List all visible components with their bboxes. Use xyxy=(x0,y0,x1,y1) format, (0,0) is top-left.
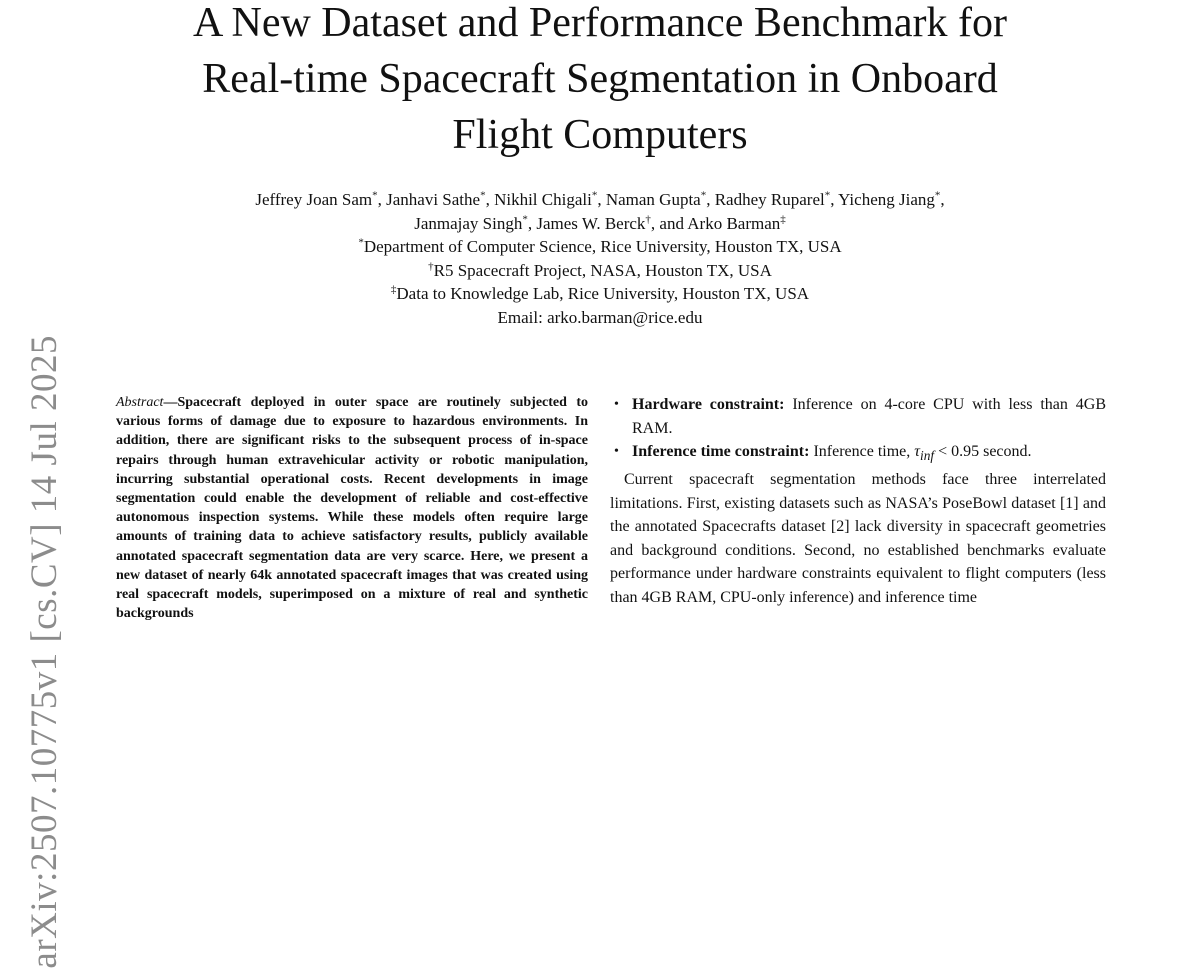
arxiv-stamp-text: arXiv:2507.10775v1 [cs.CV] 14 Jul 2025 xyxy=(24,335,65,969)
author-name: Arko Barman xyxy=(687,213,781,233)
author-name: Radhey Ruparel xyxy=(714,190,825,209)
author-name: Janmajay Singh xyxy=(414,213,523,233)
author-name: Nikhil Chigali xyxy=(494,190,592,209)
affiliation-text: Data to Knowledge Lab, Rice University, Houston TX, USA xyxy=(396,284,810,303)
affiliation-mark: ‡ xyxy=(780,212,786,225)
affiliation-mark: * xyxy=(824,189,831,202)
title-line-3: Flight Computers xyxy=(452,112,748,158)
list-item xyxy=(614,393,1107,440)
affiliation-mark: * xyxy=(480,189,486,202)
author-list-line-2 xyxy=(0,212,1200,236)
constraint-text-rest: < 0.95 second. xyxy=(934,443,1032,461)
affiliation-mark: * xyxy=(700,189,707,202)
constraint-label: Inference time constraint: xyxy=(632,443,810,461)
separator: , xyxy=(377,190,387,209)
bullet-icon: • xyxy=(614,397,619,412)
separator: , xyxy=(527,213,537,233)
abstract-text: Spacecraft deployed in outer space are routinely subjected to various forms of damage due to exposure to hazardous environments. In addition, there are significant risks to the subsequent process of in-space repairs through human extravehicular activity or robotic manipulation, incurring substantial operational costs. Recent developments in image segmentation could enable the development of reliable and cost-effective autonomous inspection systems. While these models often require large amounts of training data to achieve satisfactory results, publicly available annotated spacecraft segmentation data are very scarce. Here, we present a new dataset of nearly 64k annotated spacecraft images that was created using real spacecraft models, superimposed on a mixture of real and synthetic backgrounds xyxy=(116,395,588,622)
title-line-2: Real-time Spacecraft Segmentation in Onboard xyxy=(202,56,998,102)
paper-title xyxy=(0,0,1200,163)
affiliation-mark: * xyxy=(934,189,941,202)
author-list-line-1 xyxy=(0,188,1200,212)
separator: , xyxy=(940,190,945,209)
constraint-text: Inference time, xyxy=(809,443,915,461)
abstract-heading: Abstract xyxy=(116,395,164,410)
constraint-list xyxy=(610,393,1106,468)
author-block xyxy=(0,188,1200,329)
arxiv-stamp xyxy=(24,335,77,969)
abstract-dash: — xyxy=(163,395,178,410)
affiliation-mark: † xyxy=(645,212,651,225)
author-name: James W. Berck xyxy=(536,213,646,233)
bullet-icon: • xyxy=(614,444,619,460)
title-line-1: A New Dataset and Performance Benchmark for xyxy=(192,0,1008,46)
math-subscript: inf xyxy=(920,448,935,464)
separator: , xyxy=(830,190,839,209)
separator: , and xyxy=(650,213,688,233)
contact-email: Email: arko.barman@rice.edu xyxy=(497,307,703,327)
affiliation-text: Department of Computer Science, Rice University, Houston TX, USA xyxy=(363,237,842,256)
constraint-text: Inference on 4-core CPU with less than 4GB RAM. xyxy=(632,396,1107,437)
affiliation-text: R5 Spacecraft Project, NASA, Houston TX, USA xyxy=(433,260,772,280)
author-name: Janhavi Sathe xyxy=(386,190,481,209)
separator: , xyxy=(597,190,606,209)
author-name: Naman Gupta xyxy=(605,190,701,209)
constraint-label: Hardware constraint: xyxy=(632,396,785,413)
body-paragraph: Current spacecraft segmentation methods face three interrelated limitations. First, existing datasets such as NASA’s PoseBowl dataset [1] and the annotated Spacecrafts dataset [2] lack diversity in spacecraft geometries and background conditions. Second, no established benchmarks evaluate performance under hardware constraints equivalent to flight computers (less than 4GB RAM, CPU-only inference) and inference time xyxy=(610,470,1106,606)
affiliation-1 xyxy=(0,235,1200,259)
affiliation-mark: * xyxy=(372,189,378,202)
author-name: Jeffrey Joan Sam xyxy=(255,190,373,209)
affiliation-mark: * xyxy=(358,236,364,249)
affiliation-mark: † xyxy=(428,259,434,272)
right-column xyxy=(610,393,1106,610)
separator: , xyxy=(706,190,715,209)
math-symbol: τ xyxy=(914,443,920,461)
separator: , xyxy=(485,190,495,209)
affiliation-mark: * xyxy=(591,189,598,202)
author-name: Yicheng Jiang xyxy=(838,190,935,209)
list-item xyxy=(614,440,1106,468)
affiliation-mark: * xyxy=(522,212,528,225)
affiliation-3 xyxy=(0,282,1200,306)
abstract xyxy=(116,393,588,623)
affiliation-mark: ‡ xyxy=(390,283,397,296)
affiliation-2 xyxy=(0,259,1200,283)
